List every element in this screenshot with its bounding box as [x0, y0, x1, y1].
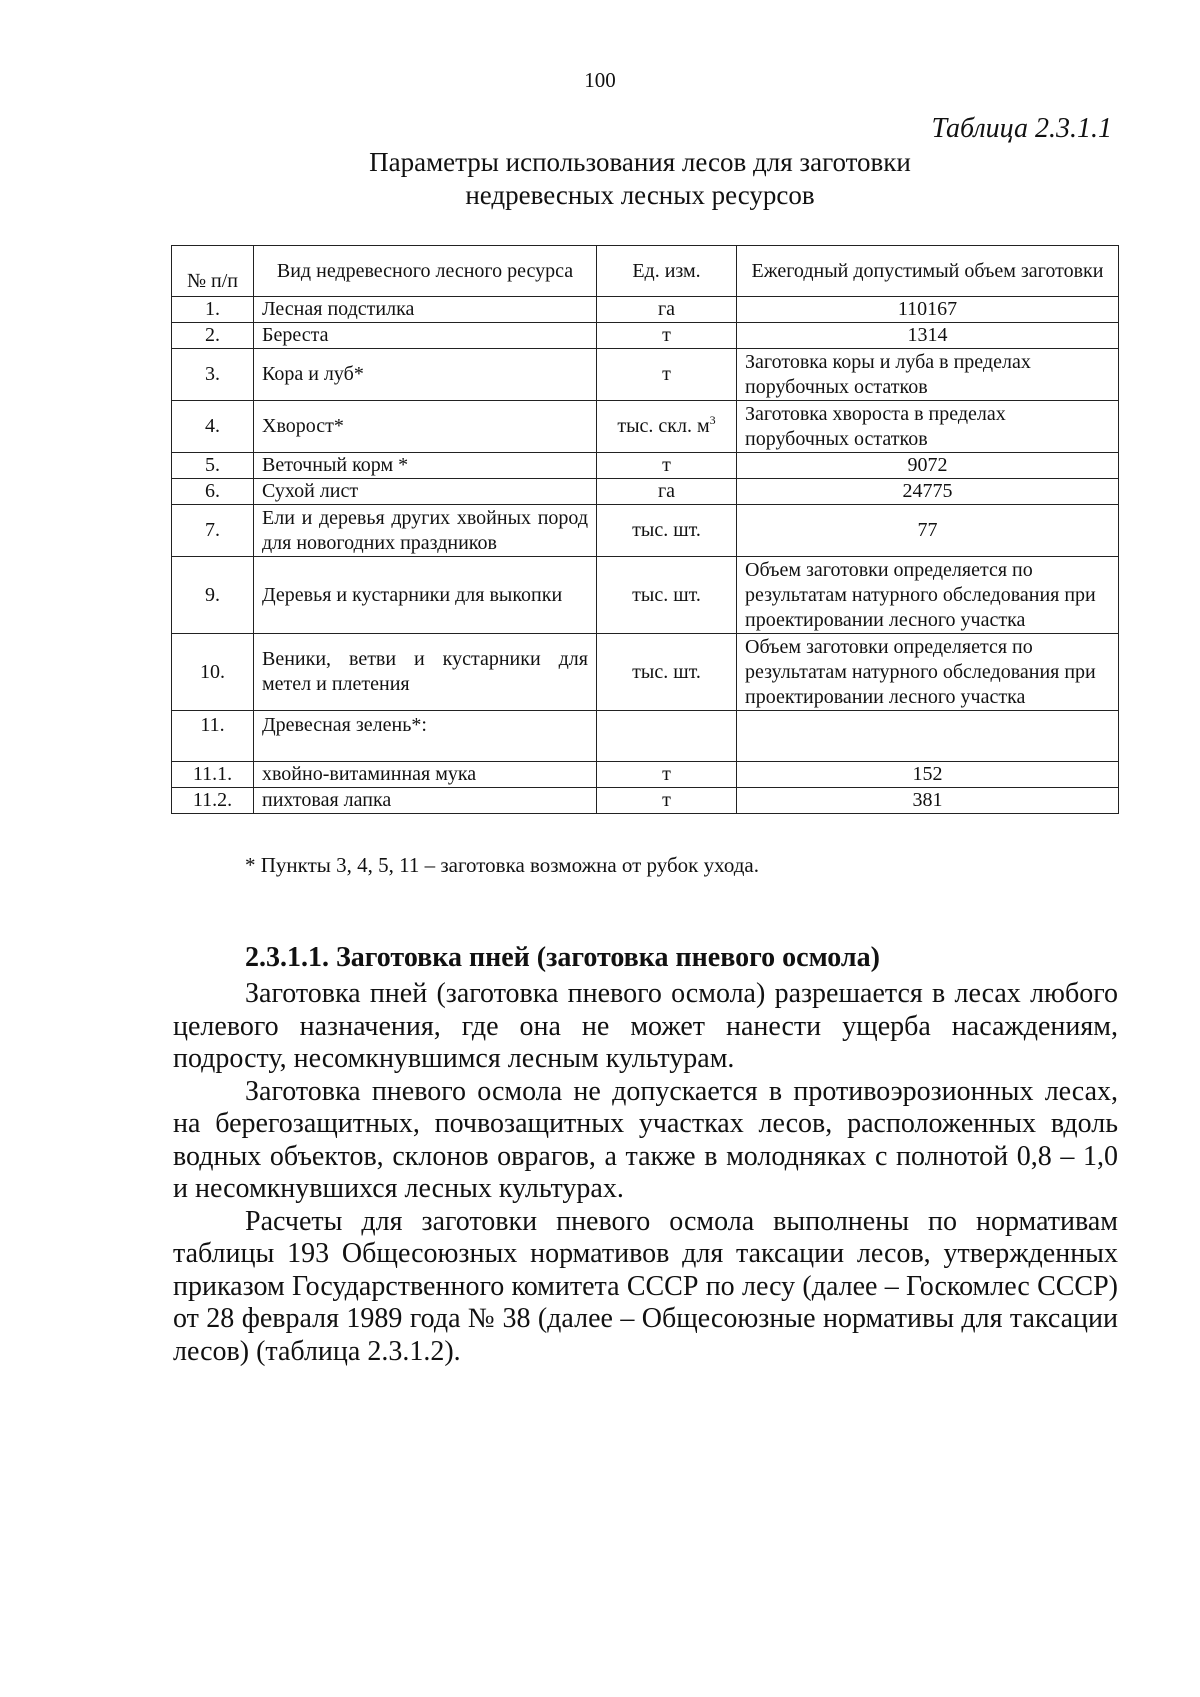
row-volume: 1314 — [737, 323, 1119, 349]
row-num: 10. — [172, 634, 254, 711]
paragraph: Расчеты для заготовки пневого осмола выполнены по нормативам таблицы 193 Общесоюзных нормативов для таксации лесов, утвержденных приказом Государственного комитета СССР по лесу (далее – Госкомлес СССР) от 28 февраля 1989 года № 38 (далее – Общесоюзные нормативы для таксации лесов) (таблица 2.3.1.2). — [173, 1205, 1118, 1367]
row-unit: тыс. шт. — [597, 557, 737, 634]
row-unit: т — [597, 788, 737, 814]
row-volume: 381 — [737, 788, 1119, 814]
row-volume: 24775 — [737, 479, 1119, 505]
row-num: 1. — [172, 297, 254, 323]
table-row — [172, 349, 1119, 401]
row-volume: 110167 — [737, 297, 1119, 323]
row-name: Лесная подстилка — [254, 297, 597, 323]
row-unit: тыс. шт. — [597, 634, 737, 711]
table-title-line-1: Параметры использования лесов для заготовки — [369, 147, 911, 177]
table-row — [172, 453, 1119, 479]
table-row — [172, 711, 1119, 762]
paragraph: Заготовка пневого осмола не допускается в противоэрозионных лесах, на берегозащитных, почвозащитных участках лесов, расположенных вдоль водных объектов, склонов оврагов, а также в молодняках с полнотой 0,8 – 1,0 и несомкнувшихся лесных культурах. — [173, 1075, 1118, 1204]
row-num: 11. — [172, 711, 254, 762]
row-volume: Заготовка хвороста в пределах порубочных остатков — [737, 401, 1119, 453]
row-volume: 9072 — [737, 453, 1119, 479]
row-num: 3. — [172, 349, 254, 401]
row-num: 7. — [172, 505, 254, 557]
row-num: 11.2. — [172, 788, 254, 814]
row-volume — [737, 711, 1119, 762]
header-unit: Ед. изм. — [597, 246, 737, 297]
table-row — [172, 479, 1119, 505]
row-num: 4. — [172, 401, 254, 453]
row-unit: т — [597, 349, 737, 401]
header-num: № п/п — [172, 246, 254, 297]
row-name: Кора и луб* — [254, 349, 597, 401]
row-unit-text: тыс. скл. м — [617, 415, 710, 437]
table-row — [172, 634, 1119, 711]
row-name: пихтовая лапка — [254, 788, 597, 814]
row-unit: га — [597, 479, 737, 505]
row-unit: тыс. шт. — [597, 505, 737, 557]
row-unit: т — [597, 762, 737, 788]
table-row — [172, 557, 1119, 634]
row-num: 11.1. — [172, 762, 254, 788]
table-row — [172, 297, 1119, 323]
row-volume: Заготовка коры и луба в пределах порубочных остатков — [737, 349, 1119, 401]
row-volume: Объем заготовки определяется по результатам натурного обследования при проектировании лесного участка — [737, 557, 1119, 634]
page-number: 100 — [584, 68, 616, 92]
paragraph: Заготовка пней (заготовка пневого осмола) разрешается в лесах любого целевого назначения, где она не может нанести ущерба насаждениям, подросту, несомкнувшимся лесным культурам. — [173, 978, 1118, 1074]
row-num: 5. — [172, 453, 254, 479]
table-row — [172, 505, 1119, 557]
table-caption: Таблица 2.3.1.1 — [931, 113, 1112, 144]
row-name: Древесная зелень*: — [254, 711, 597, 762]
row-unit: т — [597, 453, 737, 479]
table-header-row — [172, 246, 1119, 297]
header-name: Вид недревесного лесного ресурса — [254, 246, 597, 297]
row-name: Веники, ветви и кустарники для метел и плетения — [254, 634, 597, 711]
row-name: Ели и деревья других хвойных пород для новогодних праздников — [254, 505, 597, 557]
row-num: 6. — [172, 479, 254, 505]
row-name: Береста — [254, 323, 597, 349]
row-unit-superscript: 3 — [709, 413, 716, 427]
row-volume: Объем заготовки определяется по результатам натурного обследования при проектировании лесного участка — [737, 634, 1119, 711]
row-unit — [597, 711, 737, 762]
table-row — [172, 788, 1119, 814]
header-volume: Ежегодный допустимый объем заготовки — [737, 246, 1119, 297]
row-name: Деревья и кустарники для выкопки — [254, 557, 597, 634]
table-title-line-2: недревесных лесных ресурсов — [465, 180, 815, 210]
row-num: 2. — [172, 323, 254, 349]
section-heading: 2.3.1.1. Заготовка пней (заготовка пневого осмола) — [245, 942, 880, 973]
section-body — [173, 978, 1118, 1368]
table-title — [300, 146, 980, 212]
row-name: Сухой лист — [254, 479, 597, 505]
resources-table — [171, 245, 1119, 814]
row-unit: т — [597, 323, 737, 349]
row-name: Хворост* — [254, 401, 597, 453]
row-unit — [597, 401, 737, 453]
table-footnote: * Пункты 3, 4, 5, 11 – заготовка возможна от рубок ухода. — [245, 853, 759, 877]
row-num: 9. — [172, 557, 254, 634]
table-row — [172, 323, 1119, 349]
row-unit: га — [597, 297, 737, 323]
row-name: Веточный корм * — [254, 453, 597, 479]
table-row — [172, 762, 1119, 788]
row-volume: 77 — [737, 505, 1119, 557]
table-row — [172, 401, 1119, 453]
row-name: хвойно-витаминная мука — [254, 762, 597, 788]
row-volume: 152 — [737, 762, 1119, 788]
